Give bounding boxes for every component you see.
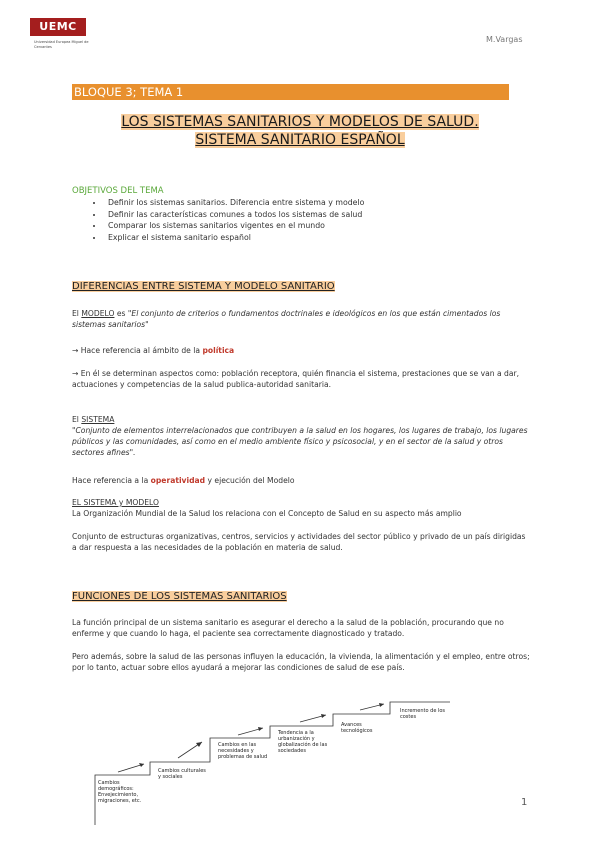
modelo-word: MODELO xyxy=(81,309,115,318)
sistema-y-modelo-title: EL SISTEMA y MODELO xyxy=(72,498,159,507)
objectives-list xyxy=(72,197,364,243)
section-heading-funciones xyxy=(72,591,287,602)
arrow-head xyxy=(321,714,326,718)
list-item: • Explicar el sistema sanitario español xyxy=(104,232,364,244)
funciones-p1: La función principal de un sistema sanitario es asegurar el derecho a la salud de la población, procurando que no enferme y que cuando lo haga, el paciente sea correctamente diagnosticado y tratado. xyxy=(72,618,504,639)
ref-politica xyxy=(72,345,532,356)
text: y ejecución del Modelo xyxy=(205,476,295,485)
text: es xyxy=(114,309,128,318)
text: → Hace referencia al ámbito de la xyxy=(72,346,203,355)
list-item: • Definir las características comunes a todos los sistemas de salud xyxy=(104,209,364,221)
sistema-word: SISTEMA xyxy=(81,415,115,424)
page-number: 1 xyxy=(521,797,528,808)
text: Hace referencia a la xyxy=(72,476,151,485)
sistema-quote: "Conjunto de elementos interrelacionados que contribuyen a la salud en los hogares, los lugares de trabajo, los lugares públicos y las comunidades, así como en el medio ambiente físico y psicosocial, y en el sector de la salud y otros sectores afines". xyxy=(72,426,528,458)
text: El xyxy=(72,309,82,318)
sistema-y-modelo-p1: La Organización Mundial de la Salud los relaciona con el Concepto de Salud en su aspecto más amplio xyxy=(72,509,462,518)
politica-word: política xyxy=(202,346,235,355)
ref-aspectos: → En él se determinan aspectos como: población receptora, quién financia el sistema, prestaciones que se van a dar, actuaciones y competencias de la salud publica-autoridad sanitaria. xyxy=(72,369,520,390)
step-demograficos: Cambios demográficos: Envejecimiento, migraciones, etc. xyxy=(98,780,142,804)
arrow-head xyxy=(379,703,384,707)
staircase-outline xyxy=(95,702,450,825)
section-heading-text: DIFERENCIAS ENTRE SISTEMA Y MODELO SANITARIO xyxy=(72,281,335,292)
section-heading-text: FUNCIONES DE LOS SISTEMAS SANITARIOS xyxy=(72,591,287,602)
list-item: • Definir los sistemas sanitarios. Diferencia entre sistema y modelo xyxy=(104,197,364,209)
step-costes: Incremento de los costes xyxy=(400,708,446,720)
operatividad-word: operatividad xyxy=(150,476,206,485)
sistema-label xyxy=(72,414,532,425)
text: El xyxy=(72,415,82,424)
step-tecnologicos: Avances tecnológicos xyxy=(341,722,373,734)
step-culturales: Cambios culturales y sociales xyxy=(158,768,206,780)
title-line2: SISTEMA SANITARIO ESPAÑOL xyxy=(195,132,405,148)
step-necesidades: Cambios en las necesidades y problemas de salud xyxy=(218,742,268,760)
step-urbanizacion: Tendencia a la urbanización y globalización de las sociedades xyxy=(278,730,328,754)
arrow-head xyxy=(196,742,202,747)
logo-subtext: Universidad Europea Miguel de Cervantes xyxy=(34,40,89,49)
sistema-y-modelo-p2: Conjunto de estructuras organizativas, centros, servicios y actividades del sector público y privado de un país dirigidas a dar respuesta a las necesidades de la población en materia de salud. xyxy=(72,532,526,553)
section-heading-diferencias xyxy=(72,281,335,292)
author: M.Vargas xyxy=(486,35,523,44)
objectives-title: OBJETIVOS DEL TEMA xyxy=(72,186,164,196)
uemc-logo: UEMC xyxy=(30,18,86,36)
ref-operatividad xyxy=(72,475,532,486)
list-item: • Comparar los sistemas sanitarios vigentes en el mundo xyxy=(104,220,364,232)
arrow-head xyxy=(258,727,263,731)
page-title xyxy=(60,113,540,149)
funciones-p2: Pero además, sobre la salud de las personas influyen la educación, la vivienda, la alimentación y el empleo, entre otros; por lo tanto, actuar sobre ellos ayudará a mejorar las condiciones de salud de ese país. xyxy=(72,652,530,673)
modelo-quote: "El conjunto de criterios o fundamentos doctrinales e ideológicos en los que están cimentados los sistemas sanitarios" xyxy=(72,309,501,330)
modelo-definition xyxy=(72,308,532,330)
bloque-heading: BLOQUE 3; TEMA 1 xyxy=(72,84,509,100)
title-line1: LOS SISTEMAS SANITARIOS Y MODELOS DE SALUD. xyxy=(121,114,479,130)
